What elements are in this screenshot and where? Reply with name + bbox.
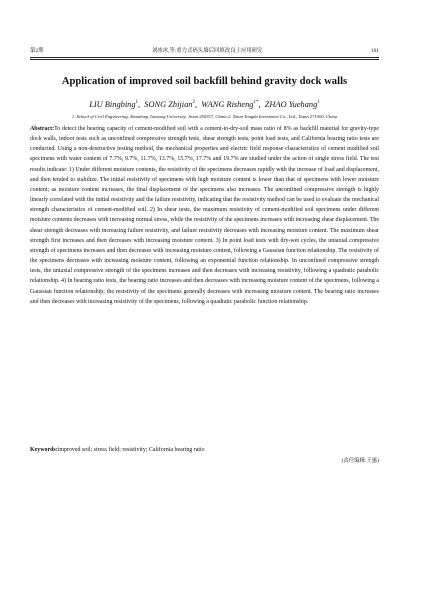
keywords-text: improved soil; stress field; resistivity; California bearing ratio xyxy=(57,447,205,453)
paper-title: Application of improved soil backfill behind gravity dock walls xyxy=(61,76,348,87)
affiliations: 1. School of Civil Engineering, Shandong Jiaotong University, Jinan 250357, China;2. Taian Tongda Investment Co., Ltd., Taian 271000, China xyxy=(71,114,338,119)
editor-note: (责任编辑:王惠) xyxy=(341,458,379,464)
author-name: LIU Bingbing xyxy=(89,99,136,109)
author-affiliation-mark: 1 xyxy=(317,100,320,105)
keywords-label: Keywords: xyxy=(30,447,58,453)
author-name: WANG Risheng xyxy=(201,99,254,109)
page-number: 101 xyxy=(370,48,379,54)
author-name: SONG Zhijian xyxy=(144,99,193,109)
author-affiliation-mark: 1 xyxy=(135,100,139,105)
running-header xyxy=(30,48,379,55)
author-name: ZHAO Yuehang xyxy=(264,99,318,109)
abstract-block xyxy=(30,124,379,307)
keywords-block xyxy=(30,445,379,455)
abstract-text: To detect the bearing capacity of cement-modified soil with a cement-to-dry-soil mass ratio of 8% as backfill material for gravity-type dock walls, indoor tests such as unconfined compressive strength tests, shear strength tests, point load tests, and California bearing ratio tests are conducted. Using a non-destructive testing method, the mechanical properties and electric field response characteristics of cement modified soil specimens with water content of 7.7%, 9.7%, 11.7%, 13.7%, 15.7%, 17.7% and 19.7% are studied under the action of single stress field. The test results indicate: 1) Under different moisture contents, the resistivity of the specimens decreases rapidly with the increase of load and displacement, and then tended to stabilize. The initial resistivity of specimens with high moisture content is lower than that of specimens with lower moisture content; as moisture content increases, the final displacement of the specimens also increases. The unconfined compressive strength is highly linearly correlated with the initial resistivity and the failure resistivity, indicating that the resistivity method can be used to evaluate the mechanical strength characteristics of cement-modified soil. 2) In shear tests, the maximum resistivity of cement-modified soil specimens under different moisture contents decreases with increasing normal stress, while the resistivity of the specimens increases with increasing shear displacement. The shear strength decreases with increasing failure resistivity, and failure resistivity decreases with increasing moisture content. The maximum shear strength first increases and then decreases with increasing moisture content. 3) In point load tests with dry-wet cycles, the uniaxial compressive strength of specimens increases and then decreases with increasing moisture content, following a Gaussian function relationship. The resistivity of the specimens decreases with increasing moisture content, following an exponential function relationship. In unconfined compressive strength tests, the uniaxial compressive strength of the specimens increases and then decreases with increasing resistivity, following a quadratic parabolic relationship. 4) In bearing ratio tests, the bearing ratio increases and then decreases with increasing moisture content of the specimens, following a Gaussian function relationship; the resistivity of the specimens generally decreases with increasing moisture content. The bearing ratio increases and then decreases with increasing resistivity of the specimens, following a quadratic parabolic function relationship. xyxy=(30,126,379,305)
running-title: 刘冰冰,等:重力式码头墙后回填改良土应用研究 xyxy=(151,48,263,54)
abstract-label: Abstract: xyxy=(30,126,55,132)
author-affiliation-mark: 2 xyxy=(192,100,195,105)
author-affiliation-mark: 1* xyxy=(253,100,259,105)
issue-label: 第2期 xyxy=(30,48,44,54)
header-rule-thin xyxy=(30,59,379,60)
author-list: LIU Bingbing$^1$, SONG Zhijian$^2$, WANG Risheng$^{1*}$, ZHAO Yuehang$^1$ xyxy=(89,99,320,109)
